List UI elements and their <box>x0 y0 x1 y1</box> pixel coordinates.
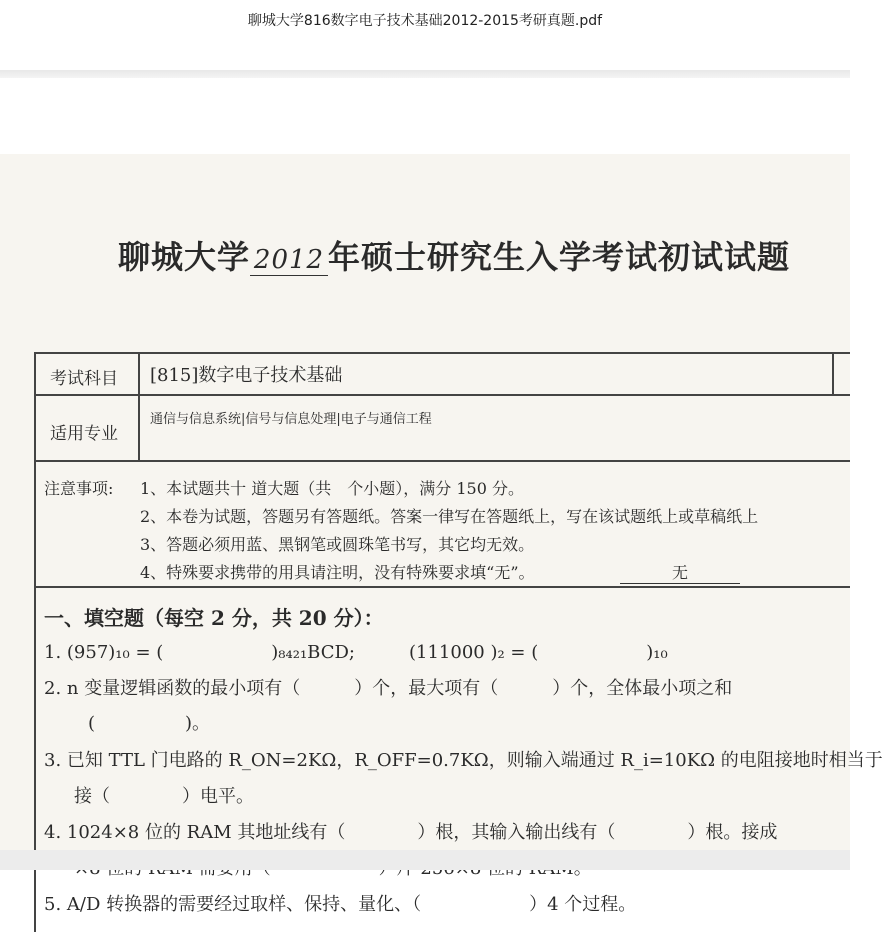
note-item: 4、特殊要求携带的用具请注明，没有特殊要求填“无”。 <box>140 563 535 582</box>
table-border-top <box>34 352 850 354</box>
table-row-divider-2 <box>34 460 850 462</box>
question-line: 2. n 变量逻辑函数的最小项有（ ）个，最大项有（ ）个，全体最小项之和 <box>44 678 733 699</box>
heading-university: 聊城大学 <box>118 238 251 276</box>
question-line: ( )。 <box>88 713 211 734</box>
note-answer-value: 无 <box>620 560 740 584</box>
subject-label: 考试科目 <box>50 369 118 389</box>
note-item: 1、本试题共十 道大题（共 个小题），满分 150 分。 <box>140 479 524 498</box>
question-line: 4. 1024×8 位的 RAM 其地址线有（ ）根，其输入输出线有（ ）根。接成 <box>44 822 778 843</box>
header-divider <box>0 70 850 78</box>
heading-year: 2012 <box>250 245 328 276</box>
question-line: 接（ ）电平。 <box>74 786 254 807</box>
note-item: 3、答题必须用蓝、黑钢笔或圆珠笔书写，其它均无效。 <box>140 535 535 554</box>
table-border-left <box>34 352 36 932</box>
question-line: 1. (957)₁₀ = ( )₈₄₂₁BCD; (111000 )₂ = ( )₁₀ <box>44 642 668 663</box>
document-title: 聊城大学816数字电子技术基础2012-2015考研真题.pdf <box>247 13 603 29</box>
viewer-footer <box>0 850 850 870</box>
section-title: 一、填空题（每空 2 分，共 20 分）： <box>44 606 384 630</box>
exam-heading <box>118 232 790 278</box>
viewer-header <box>0 0 850 70</box>
notes-label: 注意事项: <box>44 479 114 498</box>
subject-value: [815]数字电子技术基础 <box>150 365 343 386</box>
major-value: 通信与信息系统|信号与信息处理|电子与通信工程 <box>150 412 432 427</box>
major-label: 适用专业 <box>50 424 118 444</box>
question-line: 3. 已知 TTL 门电路的 R_ON=2KΩ，R_OFF=0.7KΩ，则输入端通过 R_i=10KΩ 的电阻接地时相当于 <box>44 750 883 771</box>
table-right-cell-divider <box>832 352 834 394</box>
note-answer <box>620 560 740 584</box>
table-row-divider-1 <box>34 394 850 396</box>
table-row-divider-3 <box>34 586 850 588</box>
document-viewport[interactable] <box>0 78 883 915</box>
heading-exam-title: 年硕士研究生入学考试初试试题 <box>328 238 791 276</box>
pdf-page <box>0 154 883 915</box>
table-column-divider <box>138 352 140 460</box>
note-item: 2、本卷为试题，答题另有答题纸。答案一律写在答题纸上，写在该试题纸上或草稿纸上 <box>140 507 759 526</box>
question-line: 5. A/D 转换器的需要经过取样、保持、量化、（ ）4 个过程。 <box>44 894 637 915</box>
